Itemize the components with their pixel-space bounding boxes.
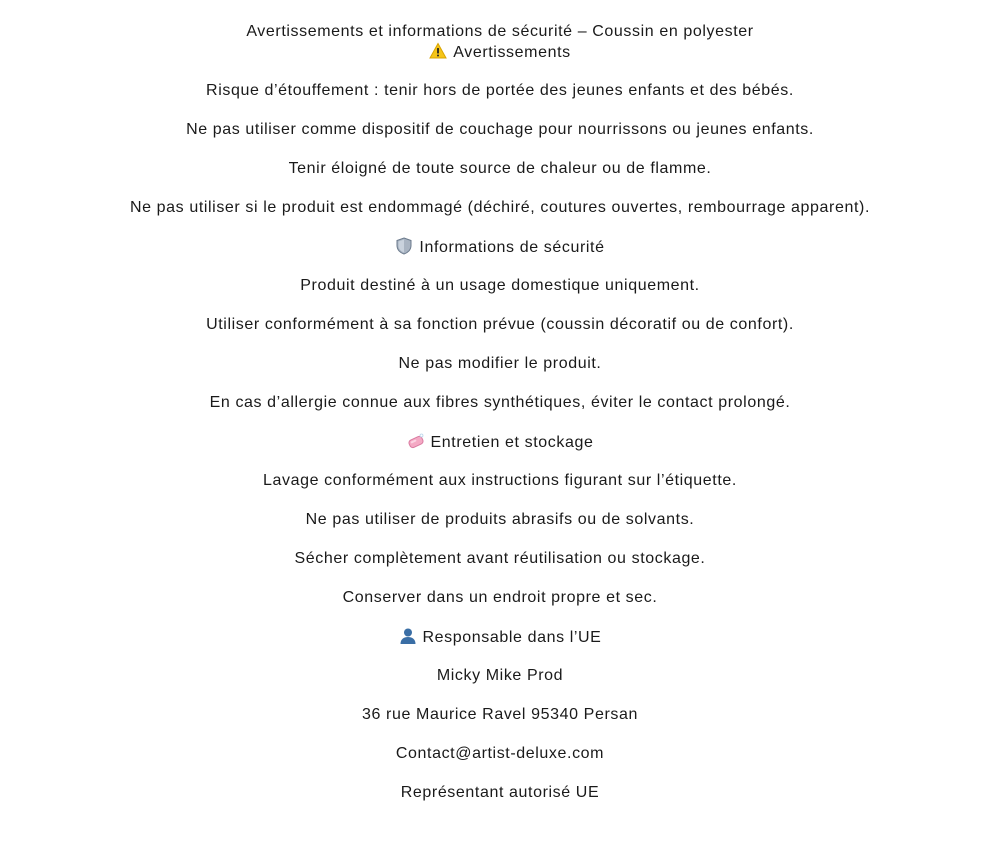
eu-company-name: Micky Mike Prod bbox=[436, 667, 564, 684]
safety-item: Utiliser conformément à sa fonction prévue (coussin décoratif ou de confort). bbox=[206, 316, 794, 333]
eu-heading bbox=[0, 627, 1000, 666]
soap-icon bbox=[407, 432, 425, 450]
eu-contact-email[interactable]: Contact@artist-deluxe.com bbox=[395, 745, 605, 762]
eu-heading-label: Responsable dans l’UE bbox=[422, 629, 602, 646]
eu-address: 36 rue Maurice Ravel 95340 Persan bbox=[362, 706, 638, 723]
content-lines bbox=[0, 81, 1000, 822]
title-block bbox=[0, 22, 1000, 63]
warning-item: Ne pas utiliser comme dispositif de couchage pour nourrissons ou jeunes enfants. bbox=[186, 121, 814, 138]
safety-item: Produit destiné à un usage domestique uniquement. bbox=[300, 277, 700, 294]
care-item: Ne pas utiliser de produits abrasifs ou de solvants. bbox=[305, 511, 695, 528]
warning-item: Tenir éloigné de toute source de chaleur ou de flamme. bbox=[288, 160, 712, 177]
care-heading-label: Entretien et stockage bbox=[430, 434, 594, 451]
warnings-heading bbox=[0, 42, 1000, 63]
warning-item: Ne pas utiliser si le produit est endommagé (déchiré, coutures ouvertes, rembourrage apparent). bbox=[129, 199, 870, 216]
document-title: Avertissements et informations de sécurité – Coussin en polyester bbox=[246, 23, 754, 40]
eu-representative: Représentant autorisé UE bbox=[400, 784, 600, 801]
safety-heading-label: Informations de sécurité bbox=[419, 239, 605, 256]
care-item: Conserver dans un endroit propre et sec. bbox=[342, 589, 658, 606]
warnings-heading-label: Avertissements bbox=[453, 44, 571, 61]
warning-item: Risque d’étouffement : tenir hors de portée des jeunes enfants et des bébés. bbox=[206, 82, 794, 99]
safety-item: Ne pas modifier le produit. bbox=[398, 355, 602, 372]
person-icon bbox=[399, 627, 417, 645]
warning-icon bbox=[429, 42, 447, 60]
safety-item: En cas d’allergie connue aux fibres synthétiques, éviter le contact prolongé. bbox=[209, 394, 791, 411]
safety-heading bbox=[0, 237, 1000, 276]
care-heading bbox=[0, 432, 1000, 471]
shield-icon bbox=[395, 237, 413, 255]
care-item: Lavage conformément aux instructions figurant sur l’étiquette. bbox=[263, 472, 737, 489]
care-item: Sécher complètement avant réutilisation ou stockage. bbox=[294, 550, 706, 567]
